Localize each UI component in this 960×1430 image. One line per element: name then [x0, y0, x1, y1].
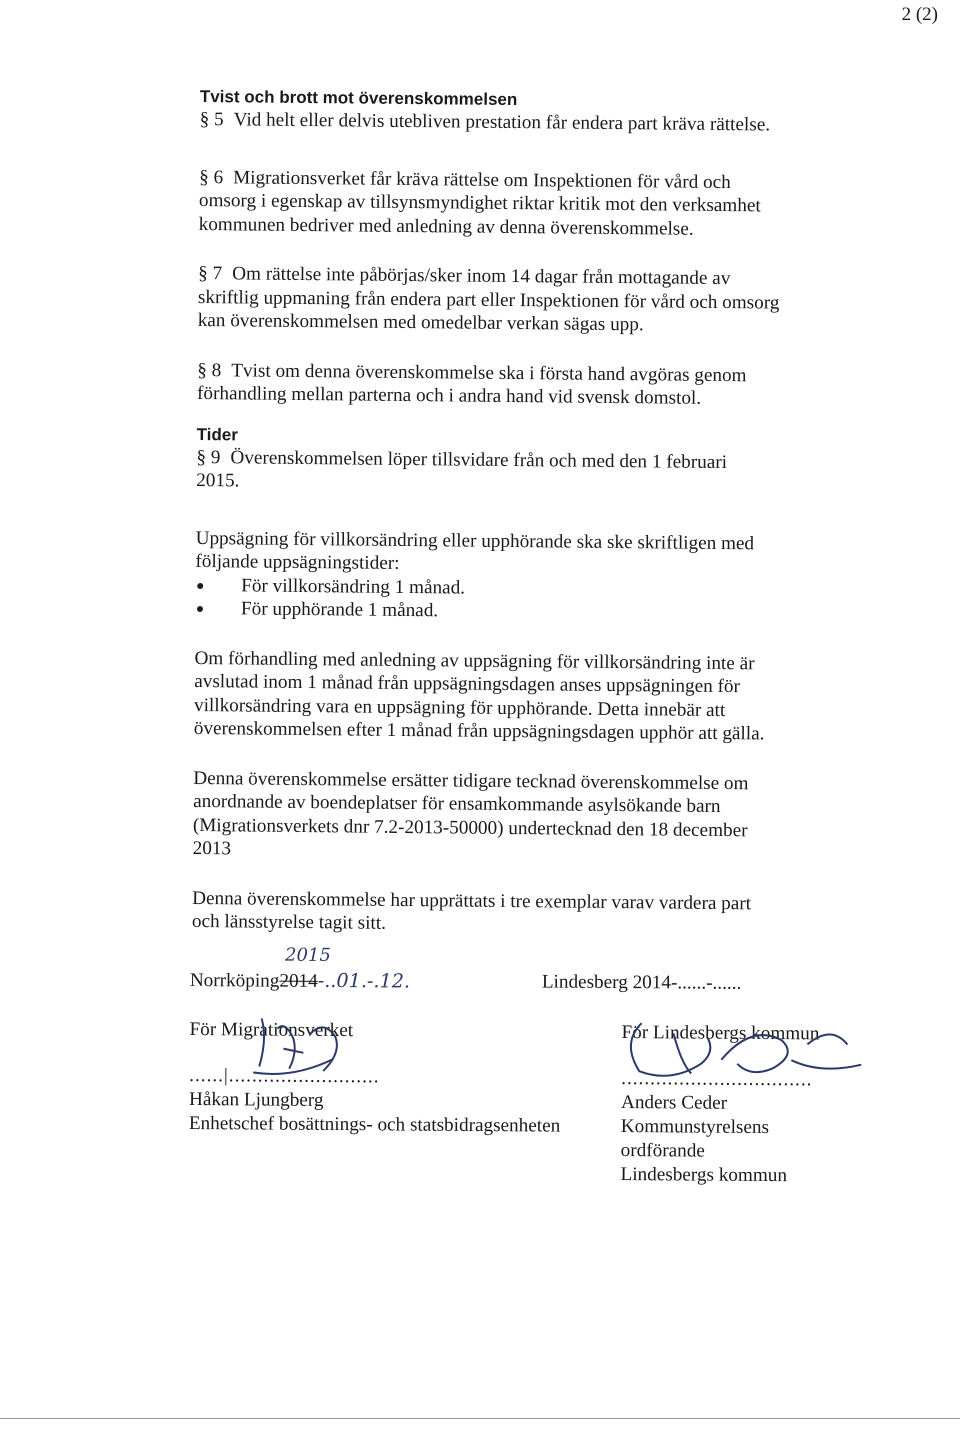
replaces-line: (Migrationsverkets dnr 7.2-2013-50000) undertecknad den 18 december — [192, 814, 748, 841]
signature-line-right: ................................. — [621, 1068, 813, 1091]
place-left: Norrköping — [189, 969, 280, 992]
copies-paragraph — [192, 886, 852, 939]
signatory-title-right: Lindesbergs kommun — [620, 1164, 788, 1187]
handwritten-date: -..01.-.12. — [317, 968, 411, 993]
section-7-line: skriftlig uppmaning från endera part eller Inspektionen för vård och omsorg — [197, 286, 780, 314]
struck-year: 2014 — [279, 970, 318, 992]
signatory-migrationsverket — [188, 944, 630, 1137]
copies-line: och länsstyrelse tagit sitt. — [191, 910, 387, 934]
section-5-number: § 5 — [199, 108, 224, 131]
page-number: 2 (2) — [901, 4, 938, 25]
section-8-number: § 8 — [197, 359, 222, 381]
section-7-line: Om rättelse inte påbörjas/sker inom 14 dagar från mottagande av — [232, 263, 731, 290]
signatory-title-left: Enhetschef bosättnings- och statsbidragsenheten — [188, 1112, 561, 1137]
signature-line-left: ......|.......................... — [189, 1064, 380, 1088]
section-7-line: kan överenskommelsen med omedelbar verkan sägas upp. — [197, 309, 644, 336]
replaces-line: anordnande av boendeplatser för ensamkommande asylsökande barn — [193, 790, 721, 818]
negotiation-paragraph — [194, 646, 855, 746]
section-9-line: 2015. — [196, 469, 240, 492]
section-5-text: Vid helt eller delvis utebliven prestation får endera part kräva rättelse. — [233, 109, 771, 136]
negotiation-line: villkorsändring vara en uppsägning för upphörande. Detta innebär att — [193, 694, 726, 721]
replaces-line: 2013 — [192, 837, 232, 860]
termination-line: följande uppsägningstider: — [195, 550, 400, 574]
negotiation-line: avslutad inom 1 månad från uppsägningsdagen anses uppsägningen för — [194, 670, 741, 698]
notice-period-list — [195, 573, 855, 626]
paragraph-6 — [199, 165, 860, 242]
document-body — [192, 86, 860, 940]
replaces-line: Denna överenskommelse ersätter tidigare tecknad överenskommelse om — [193, 767, 749, 794]
signatory-name-left: Håkan Ljungberg — [188, 1088, 324, 1111]
copies-line: Denna överenskommelse har upprättats i tre exemplar varav vardera part — [192, 887, 752, 914]
section-8-line: Tvist om denna överenskommelse ska i första hand avgöras genom — [231, 359, 747, 386]
termination-line: Uppsägning för villkorsändring eller upphörande ska ske skriftligen med — [195, 527, 755, 554]
signatory-lindesberg — [541, 962, 882, 1187]
dispute-heading: Tvist och brott mot överenskommelsen — [199, 86, 518, 110]
section-6-line: Migrationsverket får kräva rättelse om Inspektionen för vård och — [233, 166, 731, 193]
section-9-line: Överenskommelsen löper tillsvidare från och med den 1 februari — [230, 446, 728, 473]
place-date-left — [190, 968, 410, 995]
list-item: För villkorsändring 1 månad. — [195, 573, 855, 603]
signatory-title-right: ordförande — [620, 1140, 705, 1162]
section-8-line: förhandling mellan parterna och i andra hand vid svensk domstol. — [196, 382, 702, 409]
section-6-number: § 6 — [199, 166, 224, 188]
negotiation-line: överenskommelsen efter 1 månad från uppsägningsdagen upphör att gälla. — [193, 717, 765, 745]
for-label-left: För Migrationsverket — [189, 1018, 354, 1042]
paragraph-8 — [197, 358, 857, 411]
scan-bottom-rule — [0, 1418, 960, 1419]
signature-block — [188, 944, 890, 1205]
replaces-paragraph — [193, 766, 854, 866]
paragraph-9 — [196, 445, 856, 498]
signatory-name-right: Anders Ceder — [620, 1092, 728, 1114]
negotiation-line: Om förhandling med anledning av uppsägning för villkorsändring inte är — [194, 647, 755, 674]
for-label-right: För Lindesbergs kommun — [621, 1022, 820, 1045]
section-9-number: § 9 — [196, 446, 221, 468]
list-item: För upphörande 1 månad. — [195, 597, 855, 627]
termination-paragraph — [195, 526, 856, 626]
signatory-title-right: Kommunstyrelsens — [620, 1116, 770, 1139]
section-6-line: kommunen bedriver med anledning av denna överenskommelse. — [198, 213, 694, 240]
section-7-number: § 7 — [198, 262, 223, 285]
section-6-line: omsorg i egenskap av tillsynsmyndighet riktar kritik mot den verksamhet — [198, 189, 761, 217]
place-date-right: Lindesberg 2014-......-...... — [541, 971, 742, 994]
handwritten-year: 2015 — [284, 944, 331, 966]
time-heading: Tider — [196, 424, 239, 444]
paragraph-7 — [198, 262, 859, 339]
